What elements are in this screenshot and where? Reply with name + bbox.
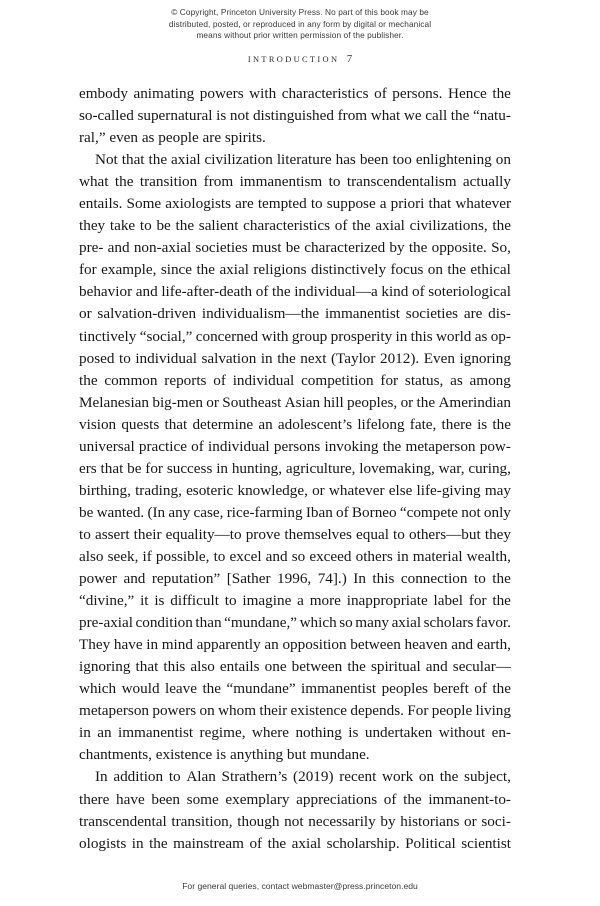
text-line: ers that be for success in hunting, agriculture, lovemaking, war, curing, xyxy=(79,459,511,477)
text-line: birthing, trading, esoteric knowledge, or whatever else life-giving may xyxy=(79,481,511,499)
text-line: be wanted. (In any case, rice-farming Iban of Borneo “compete not only xyxy=(79,503,511,521)
text-line: behavior and life-after-death of the individual—a kind of soteriological xyxy=(79,283,511,301)
copyright-line-2: distributed, posted, or reproduced in any form by digital or mechanical xyxy=(168,18,432,29)
text-line: They have in mind apparently an opposition between heaven and earth, xyxy=(79,636,511,654)
copyright-line-1: © Copyright, Princeton University Press. No part of this book may be xyxy=(171,7,429,17)
text-line: there have been some exemplary appreciations of the immanent-to- xyxy=(79,790,511,808)
running-head xyxy=(0,54,600,65)
text-line: Melanesian big-men or Southeast Asian hill peoples, or the Amerindian xyxy=(79,393,511,411)
text-line: entails. Some axiologists are tempted to suppose a priori that whatever xyxy=(79,195,511,213)
text-line: chantments, existence is anything but mundane. xyxy=(79,746,370,764)
text-line: for example, since the axial religions distinctively focus on the ethical xyxy=(79,261,511,279)
text-line: transcendental transition, though not necessarily by historians or soci- xyxy=(79,812,511,830)
text-line: ignoring that this also entails one between the spiritual and secular— xyxy=(79,658,511,676)
text-line: pre-axial condition than “mundane,” which so many axial scholars favor. xyxy=(79,614,511,632)
text-line: tinctively “social,” concerned with group prosperity in this world as op- xyxy=(79,327,511,345)
page-number: 7 xyxy=(346,54,353,65)
text-line: also seek, if possible, to excel and so exceed others in material wealth, xyxy=(79,547,511,565)
text-line: posed to individual salvation in the next (Taylor 2012). Even ignoring xyxy=(79,349,511,367)
text-line: universal practice of individual persons invoking the metaperson pow- xyxy=(79,437,511,455)
footer-note: For general queries, contact webmaster@press.princeton.edu xyxy=(182,881,418,891)
text-line: ologists in the mainstream of the axial scholarship. Political scientist xyxy=(79,834,511,852)
text-line: so-called supernatural is not distinguished from what we call the “natu- xyxy=(79,107,511,125)
text-line: to assert their equality—to prove themselves equal to others—but they xyxy=(79,525,511,543)
text-line: the common reports of individual competition for status, as among xyxy=(79,371,511,389)
text-line: metaperson powers on whom their existence depends. For people living xyxy=(79,702,511,720)
text-line: power and reputation” [Sather 1996, 74].) In this connection to the xyxy=(79,570,511,588)
text-line: ral,” even as people are spirits. xyxy=(79,129,266,147)
text-line: Not that the axial civilization literature has been too enlightening on xyxy=(95,151,511,169)
paragraph xyxy=(79,83,511,149)
copyright-notice xyxy=(0,7,600,42)
body-text-column xyxy=(79,83,511,855)
text-line: or salvation-driven individualism—the immanentist societies are dis- xyxy=(79,305,511,323)
text-line: vision quests that determine an adolescent’s lifelong fate, there is the xyxy=(79,415,511,433)
text-line: they take to be the salient characteristics of the axial civilizations, the xyxy=(79,217,511,235)
copyright-line-3: means without prior written permission of the publisher. xyxy=(196,30,404,41)
text-line: embody animating powers with characteristics of persons. Hence the xyxy=(79,85,511,102)
text-line: which would leave the “mundane” immanentist peoples bereft of the xyxy=(79,680,511,698)
text-line: what the transition from immanentism to transcendentalism actually xyxy=(79,173,511,191)
text-line: In addition to Alan Strathern’s (2019) recent work on the subject, xyxy=(95,768,511,786)
text-line: in an immanentist regime, where nothing is undertaken without en- xyxy=(79,724,511,742)
running-head-title: INTRODUCTION xyxy=(247,55,340,64)
text-line: “divine,” it is difficult to imagine a more inappropriate label for the xyxy=(79,592,511,610)
paragraph xyxy=(79,149,511,766)
paragraph xyxy=(79,766,511,854)
text-line: pre- and non-axial societies must be characterized by the opposite. So, xyxy=(79,239,511,257)
